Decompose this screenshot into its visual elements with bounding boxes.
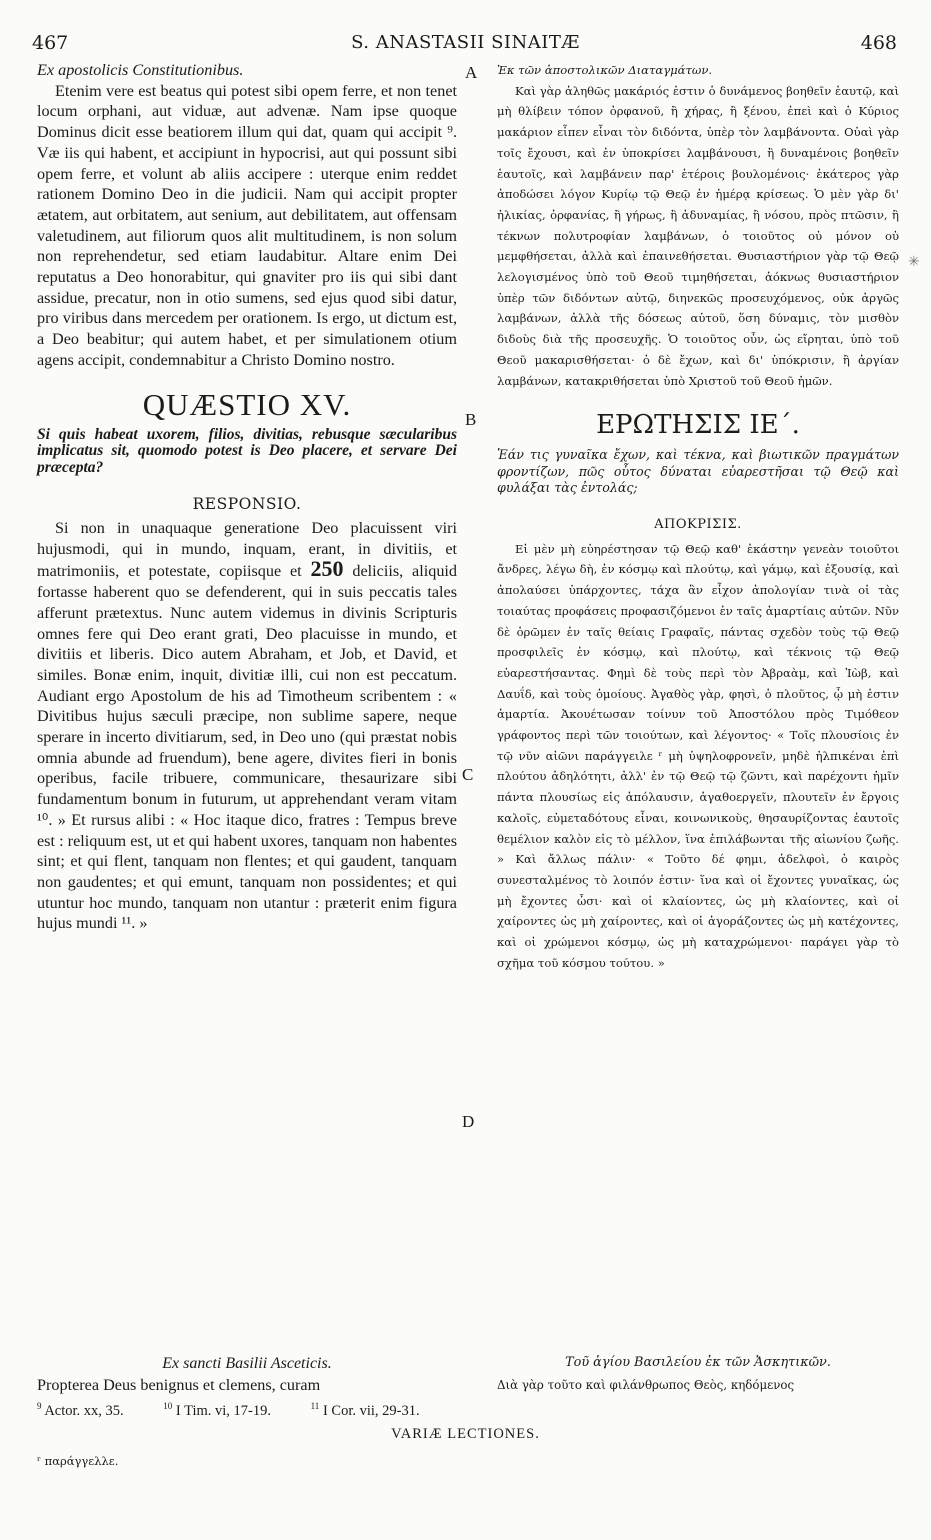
greek-source-heading: Ἐκ τῶν ἀποστολικῶν Διαταγμάτων. bbox=[497, 63, 713, 77]
greek-last-line: Διὰ γὰρ τοῦτο καὶ φιλάνθρωπος Θεὸς, κηδόμενος bbox=[497, 1378, 795, 1392]
latin-column bbox=[37, 60, 457, 934]
margin-marker-a: A bbox=[465, 63, 478, 82]
footnote: $^{10}$ I Tim. vi, 17-19. bbox=[163, 1401, 272, 1419]
margin-ornament-icon: ✳ bbox=[908, 254, 920, 270]
latin-last-line: Propterea Deus benignus et clemens, curam bbox=[37, 1376, 321, 1394]
margin-marker-d: D bbox=[462, 1112, 475, 1131]
latin-source-heading: Ex apostolicis Constitutionibus. bbox=[37, 61, 244, 79]
latin-paragraph: Etenim vere est beatus qui potest sibi opem ferre, et non tenet locum orphani, aut viduæ, aut advenæ. Nam ipse quoque Dominus dicit esse beatiorem illum qui dat, quam qui accipit ⁹. Væ iis qui habent, et accipiunt in hypocrisi, aut qui possunt sibi opem ferre, et volunt ab aliis accipere : uterque enim reddet rationem Domino Deo in die judicii. Nam qui accipit propter ætatem, aut orbitatem, aut senium, aut debilitatem, aut offensam valetudinem, aut filiorum quos alit multitudinem, is non solum non reprehendetur, sed etiam laudabitur. Altare enim Dei reputatus a Deo honorabitur, qui gnaviter pro iis qui sibi dant assidue, precatur, non in otio sumens, sed ejus quod sibi datur, pro viribus dans mercedem per orationem. Is ergo, ut dictum est, a Deo beabitur; qui autem habet, et per simulationem otium agens accipit, condemnabitur a Christo Domino nostro. bbox=[37, 81, 457, 369]
running-header bbox=[0, 32, 931, 58]
latin-responsio-heading: RESPONSIO. bbox=[192, 495, 302, 514]
variae-lectiones-note: ʳ παράγγελλε. bbox=[37, 1454, 119, 1468]
greek-column bbox=[497, 60, 899, 974]
margin-marker-c: C bbox=[462, 765, 474, 784]
footnote: $^{11}$ I Cor. vii, 29-31. bbox=[310, 1401, 420, 1419]
latin-response-part2: deliciis, aliquid fortasse haberent quo se defenderent, qui in suis peccatis tales afferunt prætextus. Nunc autem videmus in divinis Scripturis omnes fere qui Deo erant grati, Deo placuisse in mundo, et divitiis et liberis. Dico autem Abraham, et Job, et David, et similes. Bonæ enim, inquit, divitiæ illi, cui non est peccatum. Audiant ergo Apostolum de his ad Timotheum scribentem : « Divitibus hujus sæculi præcipe, non sublime sapere, neque sperare in incerto divitiarum, sed, in Deo uno (qui præstat nobis omnia abunde ad fruendum), bene agere, divites fieri in bonis operibus, facile tribuere, communicare, thesaurizare sibi fundamentum bonum in futurum, ut apprehendant veram vitam ¹⁰. » Et rursus alibi : « Hoc itaque dico, fratres : Tempus breve est : reliquum est, ut et qui habent uxores, tanquam non habentes sint; et qui flent, tanquam non flentes; et qui gaudent, tanquam non gaudentes; et qui emunt, tanquam non possidentes; et qui utuntur hoc mundo, tanquam non utantur : præterit enim figura hujus mundi ¹¹. » bbox=[37, 562, 458, 933]
latin-question-text: Si quis habeat uxorem, filios, divitias, rebusque sæcularibus implicatus sit, quomodo potest is Deo placere, et servare Dei præcepta? bbox=[37, 425, 457, 476]
running-title: S. ANASTASII SINAITÆ bbox=[351, 32, 580, 53]
footnote: $^9$ Actor. xx, 35. bbox=[37, 1401, 124, 1419]
inline-page-number: 250 bbox=[310, 556, 344, 582]
margin-marker-b: B bbox=[465, 410, 477, 429]
page-number-left: 467 bbox=[32, 32, 69, 54]
greek-response: Εἰ μὲν μὴ εὐηρέστησαν τῷ Θεῷ καθ' ἑκάστην γενεὰν τοιοῦτοι ἄνδρες, λέγω δὴ, ἐν κόσμῳ καὶ πλούτῳ, καὶ γάμῳ, καὶ ἐξουσίᾳ, καὶ ἀπολαύσει ὑπάρχοντες, τάχα ἂν εἶχον ἀπολογίαν τινὰ οἱ τὰς τοιαύτας προφάσεις προφασιζόμενοι ἐν ταῖς ἁμαρτίαις αὐτῶν. Νῦν δὲ ὁρῶμεν ἐν ταῖς θείαις Γραφαῖς, πάντας σχεδὸν τοὺς τῷ Θεῷ προσφιλεῖς ἐν κόσμῳ, καὶ πλούτῳ, καὶ τέκνοις τῷ Θεῷ εὐαρεστήσαντας. Φημὶ δὲ τοὺς περὶ τὸν Ἀβραὰμ, καὶ Ἰὼβ, καὶ Δαυΐδ, καὶ τοὺς ὁμοίους. Ἀγαθὸς γὰρ, φησὶ, ὁ πλοῦτος, ᾧ μὴ ἐστιν ἁμαρτία. Ἀκουέτωσαν τοίνυν τοῦ Ἀποστόλου πρὸς Τιμόθεον γράφοντος περὶ τῶν τοιούτων, καὶ λέγοντος· « Τοῖς πλουσίοις ἐν τῷ νῦν αἰῶνι παράγγειλε ʳ μὴ ὑψηλοφρονεῖν, μηδὲ ἠλπικέναι ἐπὶ πλούτου ἀδηλότητι, ἀλλ' ἐν τῷ Θεῷ τῷ ζῶντι, καὶ παρέχοντι ἡμῖν πάντα πλουσίως εἰς ἀπόλαυσιν, ἀγαθοεργεῖν, πλουτεῖν ἐν ἔργοις καλοῖς, εὐμεταδότους εἶναι, κοινωνικοὺς, θησαυρίζοντας ἑαυτοῖς θεμέλιον καλὸν εἰς τὸ μέλλον, ἵνα ἐπιλάβωνται τῆς αἰωνίου ζωῆς. » Καὶ ἄλλως πάλιν· « Τοῦτο δέ φημι, ἀδελφοὶ, ὁ καιρὸς συνεσταλμένος τὸ λοιπόν ἐστιν· ἵνα καὶ οἱ ἔχοντες γυναῖκας, ὡς μὴ ἔχοντες ὦσι· καὶ οἱ κλαίοντες, ὡς μὴ κλαίοντες, καὶ οἱ χαίροντες ὡς μὴ χαίροντες, καὶ οἱ ἀγοράζοντες ὡς μὴ κατέχοντες, καὶ οἱ χρώμενοι κόσμῳ, ὡς μὴ καταχρώμενοι· παράγει γὰρ τὸ σχῆμα τοῦ κόσμου τούτου. » bbox=[497, 541, 899, 970]
greek-source2-heading: Τοῦ ἁγίου Βασιλείου ἐκ τῶν Ἀσκητικῶν. bbox=[565, 1355, 831, 1370]
variae-lectiones-heading: VARIÆ LECTIONES. bbox=[391, 1426, 540, 1442]
latin-source2-heading: Ex sancti Basilii Asceticis. bbox=[162, 1355, 332, 1372]
greek-paragraph: Καὶ γὰρ ἀληθῶς μακάριός ἐστιν ὁ δυνάμενος βοηθεῖν ἑαυτῷ, καὶ μὴ θλίβειν τόπον ὀρφανοῦ, ἢ χήρας, ἢ ξένου, ἐπεὶ καὶ ὁ Κύριος μακάριον εἶπεν εἶναι τὸν διδόντα, ὑπὲρ τὸν λαμβάνοντα. Οὐαὶ γὰρ τοῖς ἔχουσι, καὶ ἐν ὑποκρίσει λαμβάνουσι, ἢ δυναμένοις βοηθεῖν ἑαυτοῖς, καὶ λαμβάνειν παρ' ἑτέροις βουλομένοις· ἑκάτερος γὰρ ἀποδώσει λόγον Κυρίῳ τῷ Θεῷ ἐν ἡμέρᾳ κρίσεως. Ὁ μὲν γὰρ δι' ἡλικίας, ὀρφανίας, ἢ γήρως, ἢ ἀδυναμίας, ἢ νόσου, πρὸς πτῶσιν, ἢ τέκνων πολυτροφίαν λαμβάνων, ὁ τοιοῦτος οὐ μόνον οὐ μεμφθήσεται, ἀλλὰ καὶ ἐπαινεθήσεται. Θυσιαστήριον γὰρ τῷ Θεῷ λελογισμένος ὑπὸ τοῦ Θεοῦ τιμηθήσεται, ἀόκνως θυσιαστήριον ὑπὲρ τῶν διδόντων αὐτῷ, διηνεκῶς προσευχόμενος, οὐκ ἀργῶς λαμβάνων, ἀλλὰ τῆς δόσεως αὐτοῦ, ὅση δύναμις, τὸν μισθὸν διδοὺς διὰ τῆς προσευχῆς. Ὁ τοιοῦτος οὖν, ὡς εἴρηται, ὑπὸ τοῦ Θεοῦ μακαρισθήσεται· ὁ δὲ ἔχων, καὶ δι' ὑπόκρισιν, ἢ ἀργίαν λαμβάνων, κατακριθήσεται ὑπὸ Χριστοῦ τοῦ Θεοῦ ἡμῶν. bbox=[497, 83, 899, 388]
page-number-right: 468 bbox=[860, 32, 897, 54]
greek-question-title: ΕΡΩΤΗΣΙΣ ΙΕ΄. bbox=[596, 410, 800, 441]
footnotes bbox=[37, 1401, 907, 1420]
latin-response bbox=[37, 518, 457, 934]
latin-question-title: QUÆSTIO XV. bbox=[142, 386, 352, 422]
greek-question-text: Ἐάν τις γυναῖκα ἔχων, καὶ τέκνα, καὶ βιωτικῶν πραγμάτων φροντίζων, πῶς οὗτος δύναται εὐαρεστῆσαι τῷ Θεῷ καὶ φυλάξαι τὰς ἐντολάς; bbox=[497, 447, 899, 496]
greek-responsio-heading: ΑΠΟΚΡΙΣΙΣ. bbox=[654, 516, 742, 532]
latin-response-part1: Si non in unaquaque generatione Deo placuissent viri hujusmodi, qui in mundo, inquam, erant, in divitiis, et matrimoniis, et potestate, copiisque et bbox=[37, 519, 457, 581]
